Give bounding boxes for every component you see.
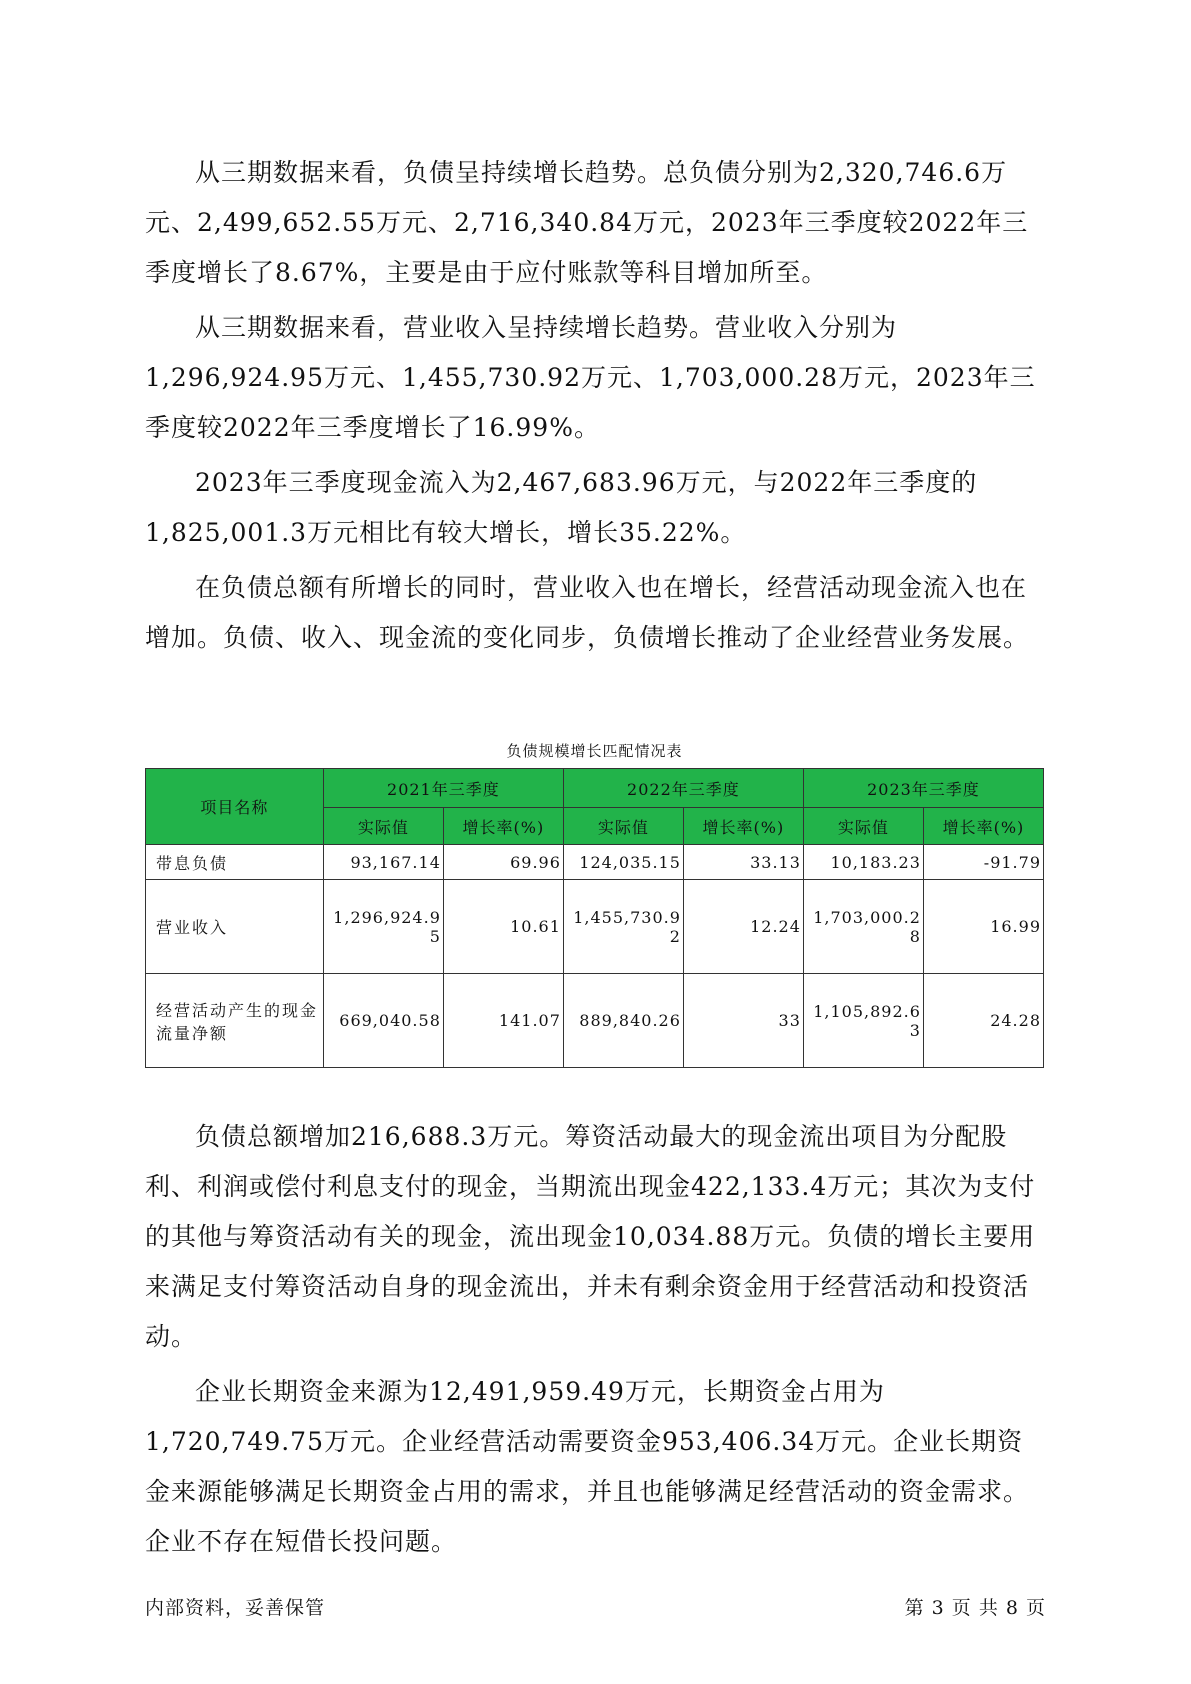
cell-actual-2021: 1,296,924.95 <box>323 880 443 974</box>
header-item-name: 项目名称 <box>146 769 324 845</box>
header-period-2023: 2023年三季度 <box>803 769 1043 808</box>
cell-growth-2022: 33 <box>683 974 803 1068</box>
row-label: 带息负债 <box>146 845 324 880</box>
cell-actual-2023: 10,183.23 <box>803 845 923 880</box>
row-label: 营业收入 <box>146 880 324 974</box>
table-row <box>146 974 1044 1068</box>
paragraph-liability-trend: 从三期数据来看，负债呈持续增长趋势。总负债分别为2,320,746.6万元、2,499,652.55万元、2,716,340.84万元，2023年三季度较2022年三季度增长了8.67%，主要是由于应付账款等科目增加所至。 <box>145 158 1029 287</box>
cell-actual-2023: 1,703,000.28 <box>803 880 923 974</box>
paragraph-revenue-trend: 从三期数据来看，营业收入呈持续增长趋势。营业收入分别为1,296,924.95万元、1,455,730.92万元、1,703,000.28万元，2023年三季度较2022年三季度增长了16.99%。 <box>145 313 1036 442</box>
cell-growth-2021: 10.61 <box>443 880 563 974</box>
header-growth-2022: 增长率(%) <box>683 808 803 845</box>
table-row <box>146 880 1044 974</box>
cell-growth-2022: 33.13 <box>683 845 803 880</box>
cell-growth-2023: 16.99 <box>923 880 1043 974</box>
cell-growth-2021: 141.07 <box>443 974 563 1068</box>
table-row <box>146 845 1044 880</box>
cell-actual-2022: 124,035.15 <box>563 845 683 880</box>
footer-page-number: 第 3 页 共 8 页 <box>904 1597 1046 1619</box>
footer-confidential-note: 内部资料，妥善保管 <box>145 1597 326 1619</box>
cell-growth-2022: 12.24 <box>683 880 803 974</box>
header-period-2022: 2022年三季度 <box>563 769 803 808</box>
paragraph-financing-outflow: 负债总额增加216,688.3万元。筹资活动最大的现金流出项目为分配股利、利润或偿付利息支付的现金，当期流出现金422,133.4万元；其次为支付的其他与筹资活动有关的现金，流出现金10,034.88万元。负债的增长主要用来满足支付筹资活动自身的现金流出，并未有剩余资金用于经营活动和投资活动。 <box>145 1122 1036 1351</box>
header-period-2021: 2021年三季度 <box>323 769 563 808</box>
cell-actual-2021: 669,040.58 <box>323 974 443 1068</box>
paragraph-sync-summary: 在负债总额有所增长的同时，营业收入也在增长，经营活动现金流入也在增加。负债、收入、现金流的变化同步，负债增长推动了企业经营业务发展。 <box>145 573 1030 652</box>
cell-actual-2021: 93,167.14 <box>323 845 443 880</box>
header-growth-2023: 增长率(%) <box>923 808 1043 845</box>
paragraph-cash-inflow: 2023年三季度现金流入为2,467,683.96万元，与2022年三季度的1,825,001.3万元相比有较大增长，增长35.22%。 <box>145 468 978 547</box>
debt-growth-match-table <box>145 768 1044 1068</box>
cell-actual-2023: 1,105,892.63 <box>803 974 923 1068</box>
cell-actual-2022: 889,840.26 <box>563 974 683 1068</box>
paragraph-long-term-funds: 企业长期资金来源为12,491,959.49万元，长期资金占用为1,720,749.75万元。企业经营活动需要资金953,406.34万元。企业长期资金来源能够满足长期资金占用的需求，并且也能够满足经营活动的资金需求。企业不存在短借长投问题。 <box>145 1377 1030 1556</box>
row-label: 经营活动产生的现金流量净额 <box>146 974 324 1068</box>
table-caption: 负债规模增长匹配情况表 <box>506 742 683 760</box>
header-actual-2023: 实际值 <box>803 808 923 845</box>
cell-growth-2021: 69.96 <box>443 845 563 880</box>
cell-growth-2023: 24.28 <box>923 974 1043 1068</box>
header-actual-2022: 实际值 <box>563 808 683 845</box>
header-growth-2021: 增长率(%) <box>443 808 563 845</box>
header-actual-2021: 实际值 <box>323 808 443 845</box>
cell-actual-2022: 1,455,730.92 <box>563 880 683 974</box>
cell-growth-2023: -91.79 <box>923 845 1043 880</box>
